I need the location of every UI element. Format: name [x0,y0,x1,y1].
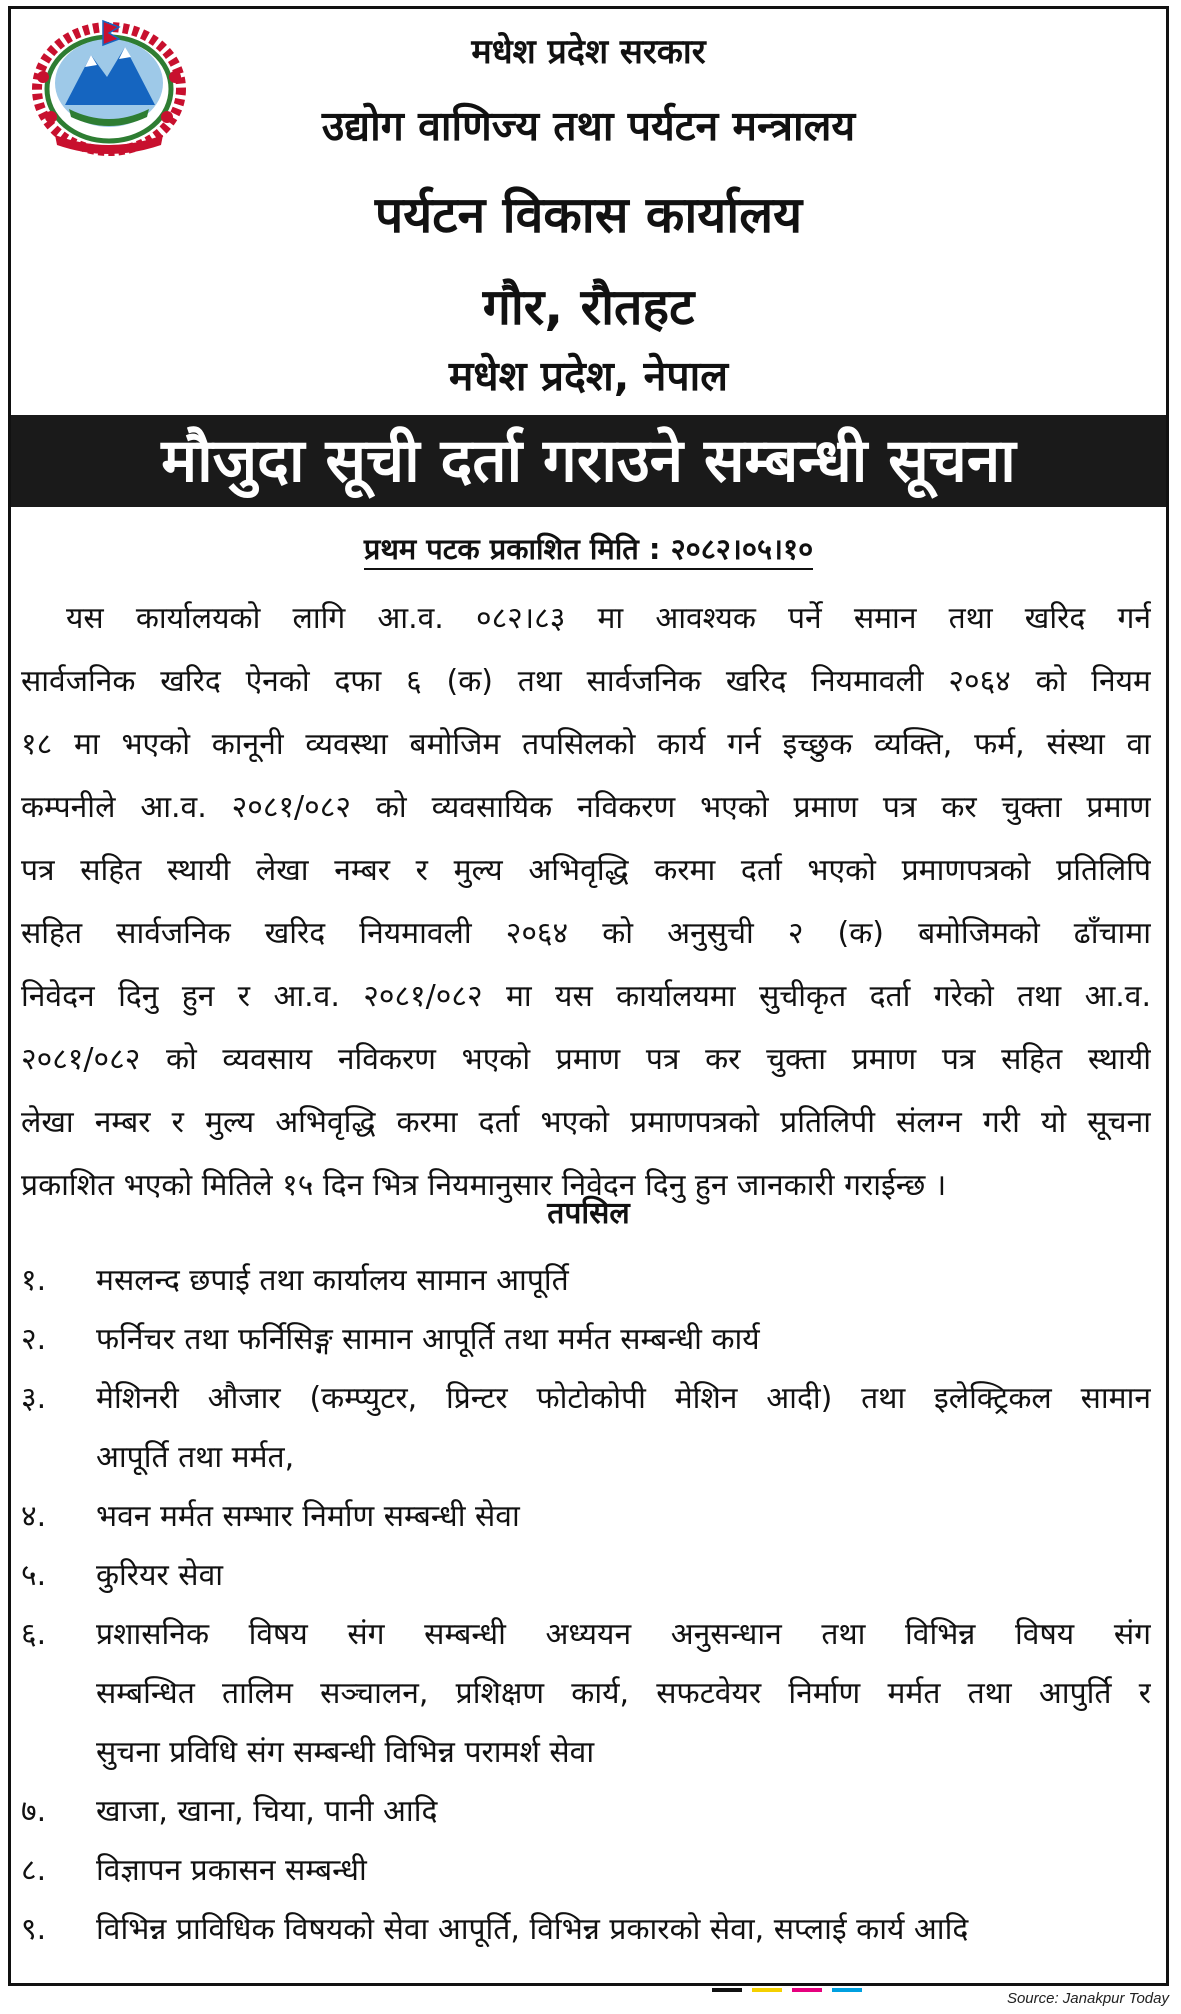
list-item-number: ३. [21,1381,47,1416]
list-item-number: ८. [21,1853,47,1888]
list-item-text: फर्निचर तथा फर्निसिङ्ग सामान आपूर्ति तथा मर्मत सम्बन्धी कार्य [96,1322,760,1357]
body-line: १८ मा भएको कानूनी व्यवस्था बमोजिम तपसिलको कार्य गर्न इच्छुक व्यक्ति, फर्म, संस्था वा [21,727,1151,762]
list-item-number: ४. [21,1499,47,1534]
header-location: गौर, रौतहट [482,278,695,336]
list-item-text: सम्बन्धित तालिम सञ्चालन, प्रशिक्षण कार्य, सफटवेयर निर्माण मर्मत तथा आपुर्ति र [96,1676,1151,1711]
tapsil-list [21,1251,1151,1959]
published-date [11,529,1166,568]
list-item [21,1487,1151,1546]
body-line: प्रकाशित भएको मितिले १५ दिन भित्र नियमानुसार निवेदन दिनु हुन जानकारी गराईन्छ । [21,1168,947,1203]
list-item-text: कुरियर सेवा [96,1558,224,1593]
list-item [21,1841,1151,1900]
list-item-text: सुचना प्रविधि संग सम्बन्धी विभिन्न परामर्श सेवा [96,1735,595,1770]
list-item [21,1251,1151,1310]
header-ministry: उद्योग वाणिज्य तथा पर्यटन मन्त्रालय [321,102,856,150]
list-item-text: विज्ञापन प्रकासन सम्बन्धी [96,1853,367,1888]
list-item-number: २. [21,1322,47,1357]
print-color-bar-black [712,1988,742,1992]
list-item-number: ७. [21,1794,47,1829]
list-item [21,1605,1151,1782]
notice-frame [8,6,1169,1986]
body-line: लेखा नम्बर र मुल्य अभिवृद्धि करमा दर्ता भएको प्रमाणपत्रको प्रतिलिपी संलग्न गरी यो सूचना [21,1105,1151,1140]
list-item [21,1900,1151,1959]
list-item [21,1546,1151,1605]
body-line: सहित सार्वजनिक खरिद नियमावली २०६४ को अनुसुची २ (क) बमोजिमको ढाँचामा [21,916,1151,951]
header-office: पर्यटन विकास कार्यालय [374,186,803,244]
list-item-text: विभिन्न प्राविधिक विषयको सेवा आपूर्ति, विभिन्न प्रकारको सेवा, सप्लाई कार्य आदि [96,1912,969,1947]
list-item-text: खाजा, खाना, चिया, पानी आदि [96,1794,438,1829]
tapsil-heading: तपसिल [547,1196,630,1231]
list-item-number: ९. [21,1912,47,1947]
header-province-country: मधेश प्रदेश, नेपाल [448,352,729,400]
source-credit: Source: Janakpur Today [1006,1990,1169,2007]
list-item [21,1369,1151,1487]
body-line: २०८१/०८२ को व्यवसाय नविकरण भएको प्रमाण पत्र कर चुक्ता प्रमाण पत्र सहित स्थायी [21,1042,1151,1077]
list-item-text: मसलन्द छपाई तथा कार्यालय सामान आपूर्ति [96,1263,569,1298]
body-line: कम्पनीले आ.व. २०८१/०८२ को व्यवसायिक नविकरण भएको प्रमाण पत्र कर चुक्ता प्रमाण [21,790,1151,825]
body-line: यस कार्यालयको लागि आ.व. ०८२।८३ मा आवश्यक पर्ने समान तथा खरिद गर्न [66,601,1151,636]
list-item-text: भवन मर्मत सम्भार निर्माण सम्बन्धी सेवा [96,1499,520,1534]
list-item-number: १. [21,1263,47,1298]
list-item [21,1782,1151,1841]
body-line: निवेदन दिनु हुन र आ.व. २०८१/०८२ मा यस कार्यालयमा सुचीकृत दर्ता गरेको तथा आ.व. [21,979,1151,1014]
print-color-bar-yellow [752,1988,782,1992]
print-color-bar-magenta [792,1988,822,1992]
list-item-number: ५. [21,1558,47,1593]
list-item-text: मेशिनरी औजार (कम्प्युटर, प्रिन्टर फोटोकोपी मेशिन आदी) तथा इलेक्ट्रिकल सामान [96,1381,1151,1416]
header-province-government: मधेश प्रदेश सरकार [471,32,706,72]
body-line: सार्वजनिक खरिद ऐनको दफा ६ (क) तथा सार्वजनिक खरिद नियमावली २०६४ को नियम [21,664,1151,699]
list-item-text: आपूर्ति तथा मर्मत, [96,1440,295,1475]
published-date-text: प्रथम पटक प्रकाशित मिति : २०८२।०५।१० [364,532,813,570]
list-item-text: प्रशासनिक विषय संग सम्बन्धी अध्ययन अनुसन्धान तथा विभिन्न विषय संग [96,1617,1151,1652]
body-line: पत्र सहित स्थायी लेखा नम्बर र मुल्य अभिवृद्धि करमा दर्ता भएको प्रमाणपत्रको प्रतिलिपि [21,853,1151,888]
print-color-bar-cyan [832,1988,862,1992]
notice-body [21,587,1151,1217]
list-item [21,1310,1151,1369]
notice-title-banner: मौजुदा सूची दर्ता गराउने सम्बन्धी सूचना [11,415,1166,507]
list-item-number: ६. [21,1617,47,1652]
